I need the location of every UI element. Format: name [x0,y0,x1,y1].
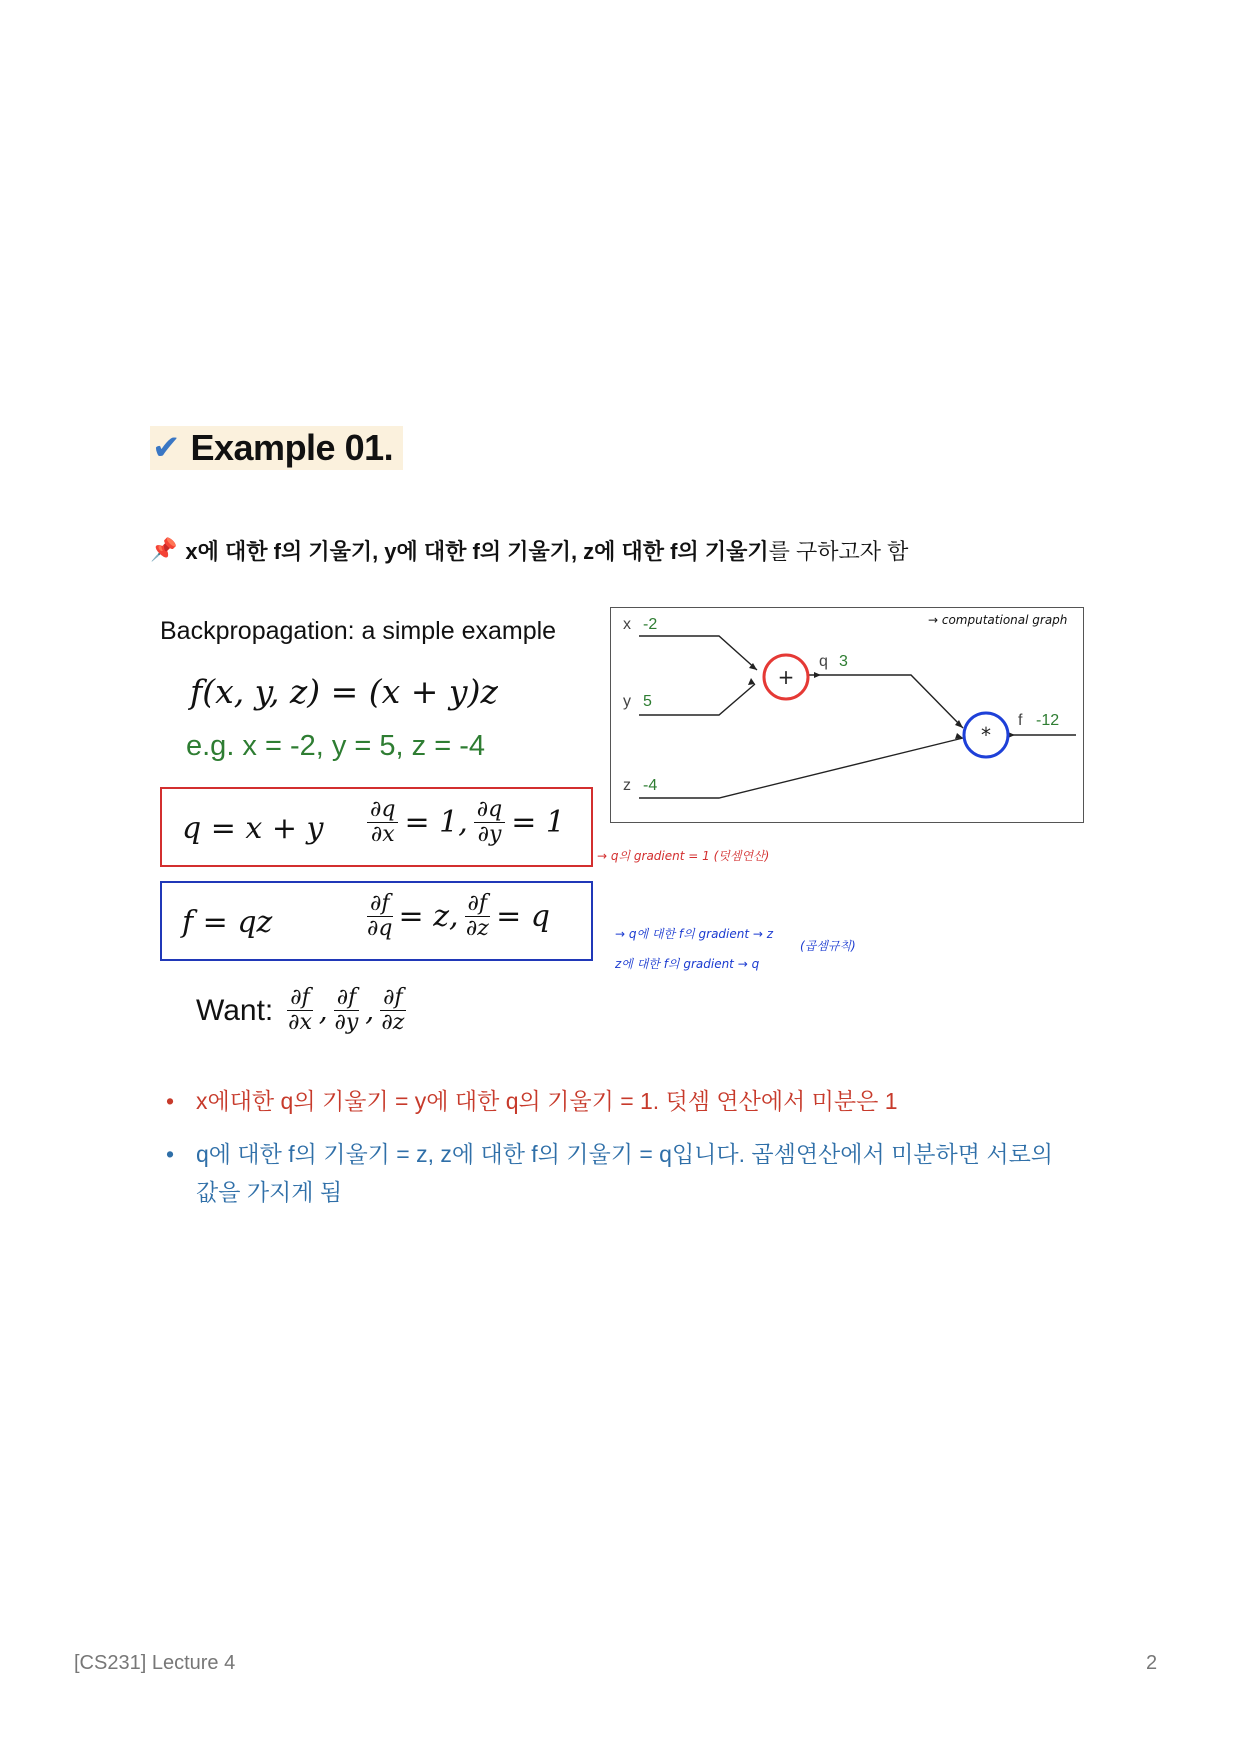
q-label: q [819,653,828,670]
bullet-text: q에 대한 f의 기울기 = z, z에 대한 f의 기울기 = q입니다. 곱셈연산에서 미분하면 서로의 값을 가지게 됨 [196,1141,1054,1205]
want-label: Want: [196,993,274,1027]
arrowhead [814,672,821,678]
fraction-numerator: ∂f [334,986,360,1011]
arrowhead [748,678,755,685]
dq-dx-fraction [367,798,398,847]
q-partials [367,798,565,847]
dq-dy-fraction [474,798,505,847]
x-label: x [623,616,631,633]
fraction-numerator: ∂f [380,986,406,1011]
multiplication-gate-box [160,881,593,961]
fraction-denominator: ∂y [477,822,502,847]
z-label: z [623,777,631,794]
y-value: 5 [643,693,652,710]
addition-gradient-note: → q의 gradient = 1 (덧셈연산) [597,849,770,863]
computational-graph [610,607,1084,823]
add-node-symbol: + [777,665,795,689]
multiplication-gradient-note-1: → q에 대한 f의 gradient → z [615,927,774,941]
fraction-denominator: ∂z [381,1010,405,1035]
df-dq-value: = z, [398,899,459,934]
arrowhead [955,733,963,739]
f-value: -12 [1036,712,1060,729]
f-partials [367,892,550,941]
x-wire [639,636,757,670]
graph-svg [611,608,1083,822]
function-formula: f(x, y, z) = (x + y)z [190,672,498,711]
df-dz-value: = q [496,899,550,934]
df-dz-fraction [380,986,406,1035]
fraction-denominator: ∂y [334,1010,359,1035]
dq-dy-value: = 1 [511,805,565,840]
df-dz-fraction [465,892,491,941]
y-label: y [623,693,631,710]
pinned-note-bold: x에 대한 f의 기울기, y에 대한 f의 기울기, z에 대한 f의 기울기 [185,539,769,564]
fraction-numerator: ∂f [465,892,491,917]
df-dy-fraction [334,986,360,1035]
comma: , [318,994,328,1027]
page-number: 2 [1146,1652,1158,1674]
want-line [196,986,406,1035]
fraction-denominator: ∂x [288,1010,312,1035]
df-dq-fraction [367,892,393,941]
multiply-node-symbol: * [981,723,991,747]
dq-dx-value: = 1, [404,805,468,840]
addition-gate-box [160,787,593,867]
fraction-numerator: ∂q [367,798,398,823]
bullet-item [166,1082,1080,1120]
example-values: e.g. x = -2, y = 5, z = -4 [186,730,486,762]
f-label: f [1018,712,1023,729]
bullet-dot: • [166,1088,175,1114]
df-dx-fraction [287,986,313,1035]
figure-title: Backpropagation: a simple example [160,617,557,645]
z-wire [639,738,963,798]
footer-lecture-title: [CS231] Lecture 4 [74,1652,236,1674]
comma: , [365,994,375,1027]
fraction-numerator: ∂f [287,986,313,1011]
y-wire [639,684,755,715]
q-value: 3 [839,653,848,670]
fraction-numerator: ∂q [474,798,505,823]
fraction-denominator: ∂x [370,822,395,847]
pinned-note [150,535,908,566]
pinned-note-normal: 를 구하고자 함 [768,539,909,564]
want-partials [287,986,405,1035]
bullet-item [166,1135,1080,1211]
fraction-denominator: ∂z [465,916,489,941]
fraction-denominator: ∂q [367,916,393,941]
section-heading [150,426,403,470]
graph-wires [639,636,1076,798]
check-mark-icon: ✔ [152,428,181,468]
multiplication-rule-note: (곱셈규칙) [800,939,856,953]
fraction-numerator: ∂f [367,892,393,917]
q-wire [793,675,963,728]
z-value: -4 [643,777,658,794]
q-equation: q = x + y [182,811,324,846]
x-value: -2 [643,616,658,633]
pushpin-icon: 📌 [150,538,178,563]
multiplication-gradient-note-2: z에 대한 f의 gradient → q [615,957,760,971]
f-equation: f = qz [182,905,273,940]
heading-text: Example 01. [190,427,394,468]
computational-graph-note: → computational graph [928,613,1068,627]
bullet-text: x에대한 q의 기울기 = y에 대한 q의 기울기 = 1. 덧셈 연산에서 미분은 1 [196,1088,898,1114]
bullet-dot: • [166,1141,175,1167]
